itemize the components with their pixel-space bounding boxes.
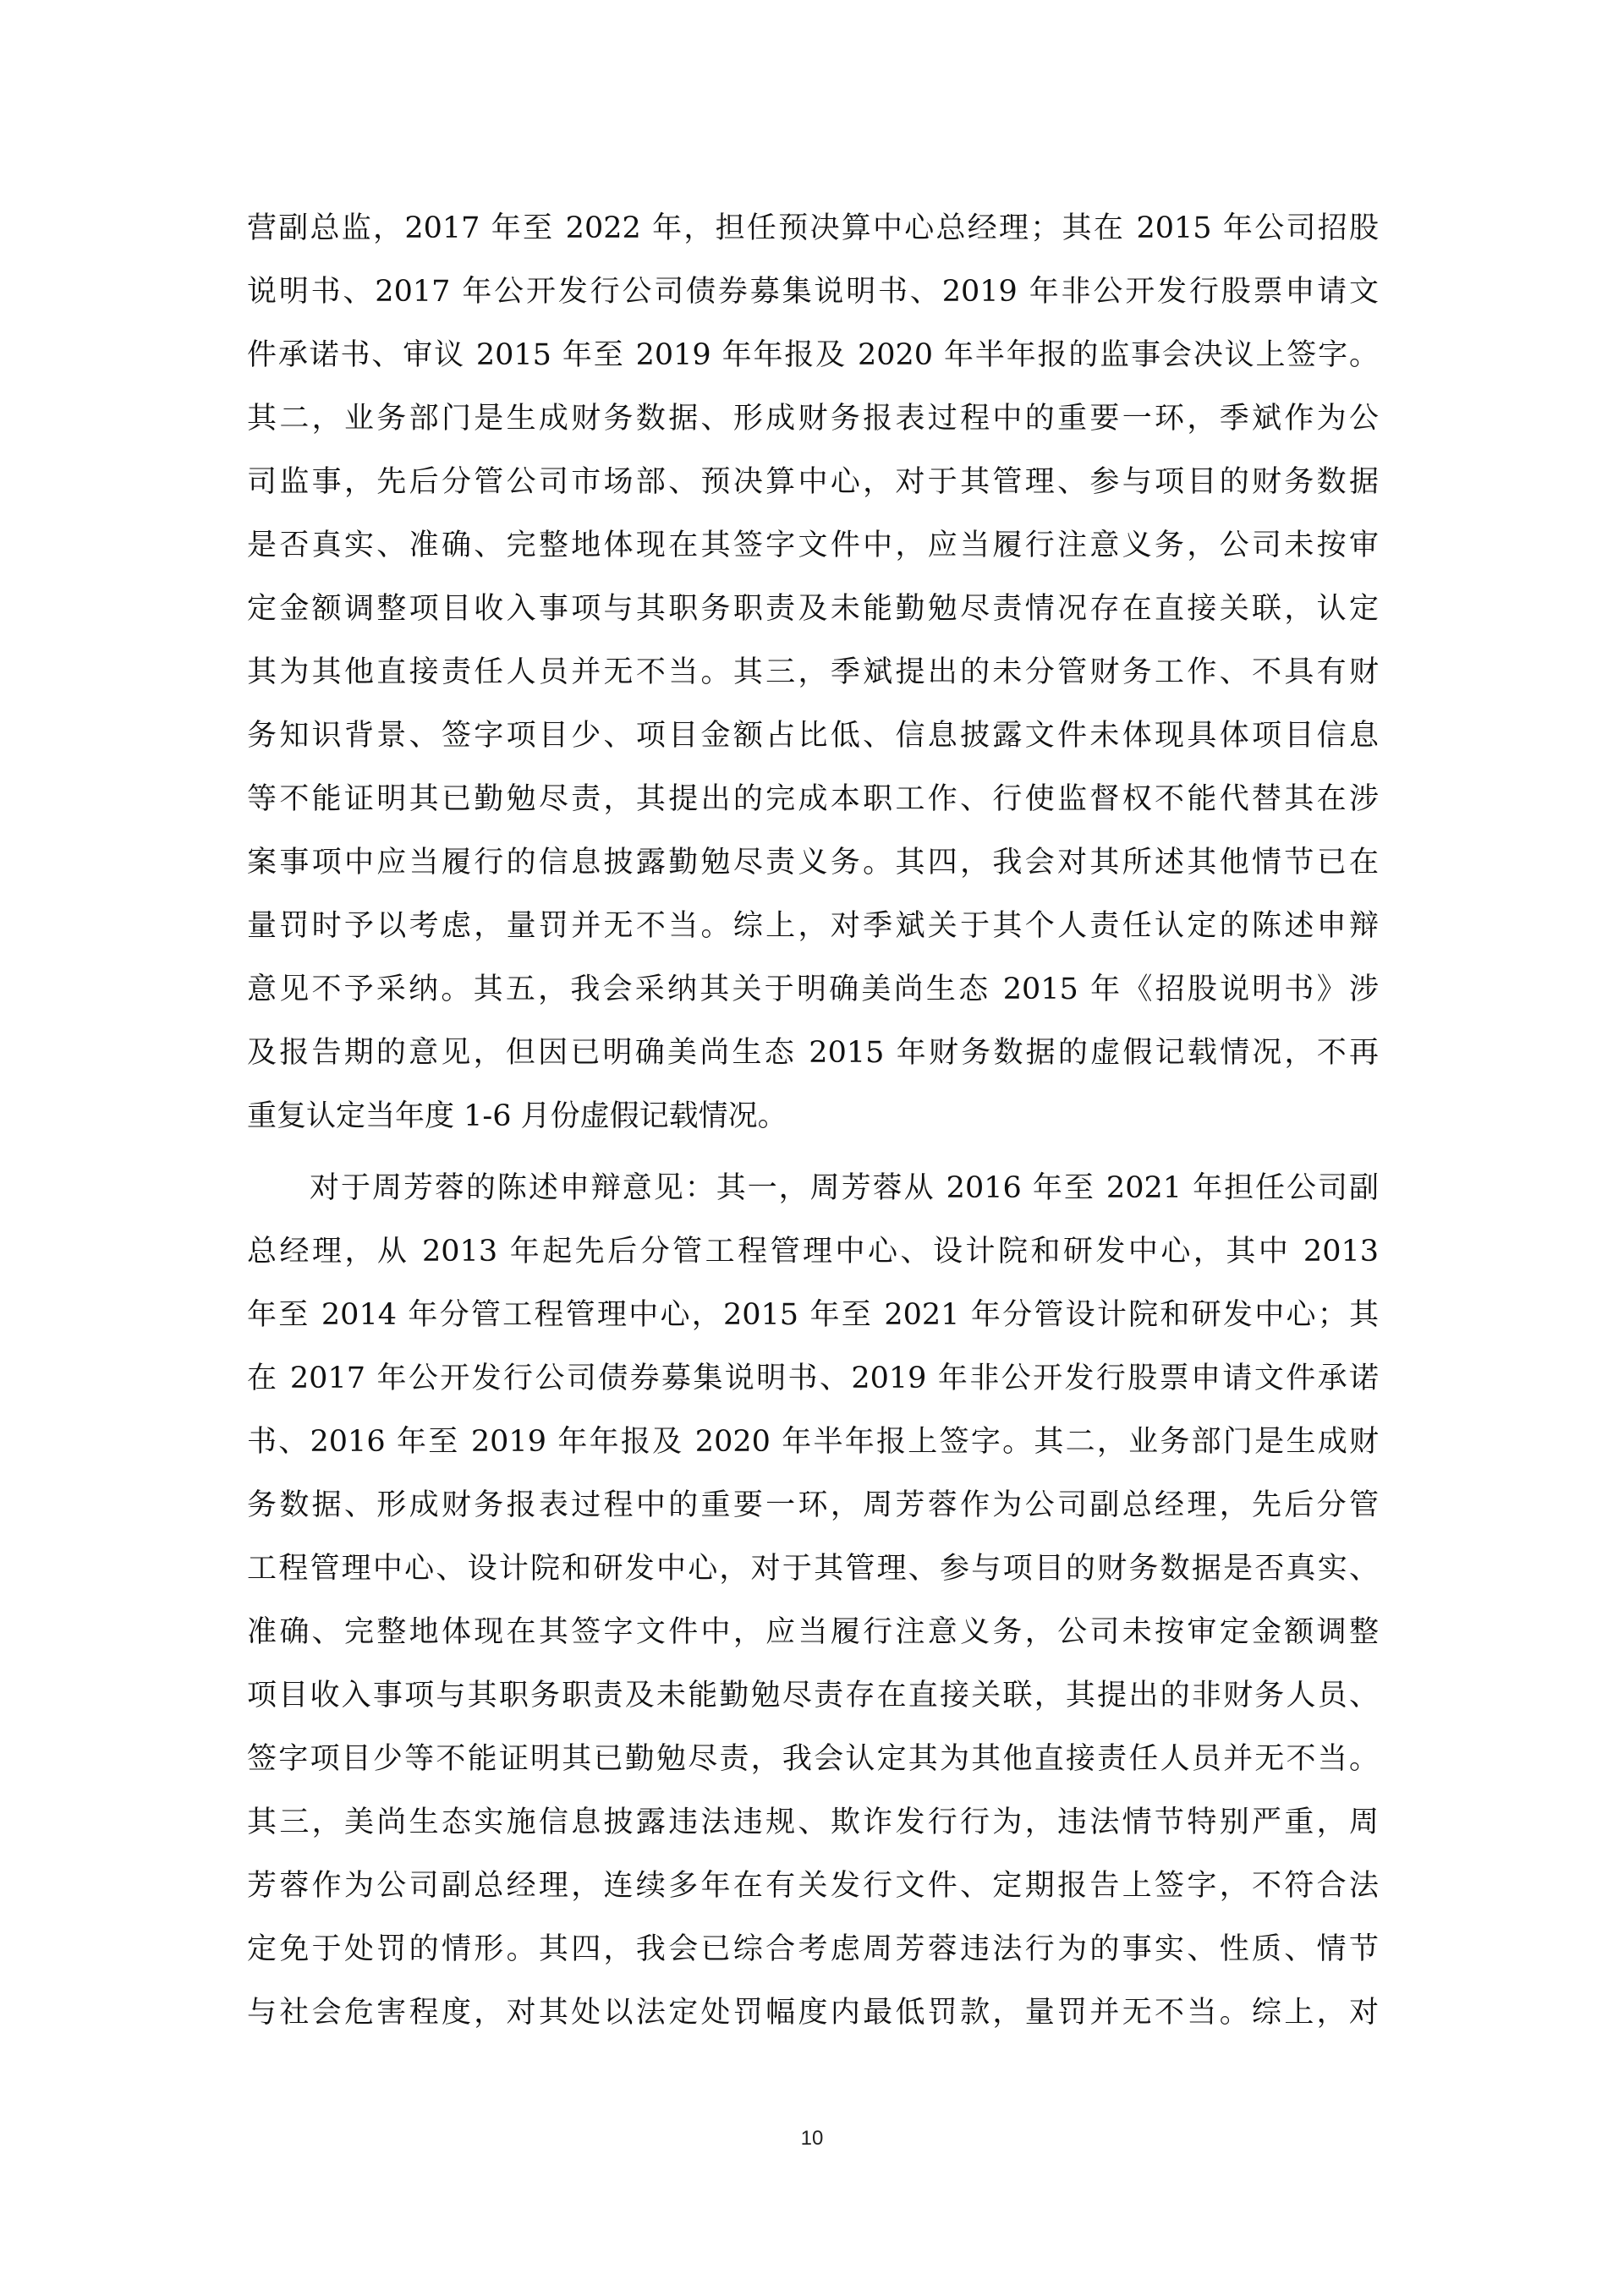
text-line: 等不能证明其已勤勉尽责，其提出的完成本职工作、行使监督权不能代替其在涉 — [247, 782, 1379, 816]
text-line: 其为其他直接责任人员并无不当。其三，季斌提出的未分管财务工作、不具有财 — [247, 655, 1379, 689]
text-line: 定金额调整项目收入事项与其职务职责及未能勤勉尽责情况存在直接关联，认定 — [247, 592, 1379, 626]
text-line: 说明书、2017 年公开发行公司债券募集说明书、2019 年非公开发行股票申请文 — [247, 275, 1379, 309]
text-line: 及报告期的意见，但因已明确美尚生态 2015 年财务数据的虚假记载情况，不再 — [247, 1036, 1379, 1070]
text-line: 工程管理中心、设计院和研发中心，对于其管理、参与项目的财务数据是否真实、 — [247, 1552, 1379, 1586]
text-line: 案事项中应当履行的信息披露勤勉尽责义务。其四，我会对其所述其他情节已在 — [247, 846, 1379, 879]
text-line: 务知识背景、签字项目少、项目金额占比低、信息披露文件未体现具体项目信息 — [247, 719, 1379, 753]
text-line: 与社会危害程度，对其处以法定处罚幅度内最低罚款，量罚并无不当。综上，对 — [247, 1996, 1379, 2030]
text-line: 营副总监，2017 年至 2022 年，担任预决算中心总经理；其在 2015 年公司招股 — [247, 211, 1379, 245]
text-line: 件承诺书、审议 2015 年至 2019 年年报及 2020 年半年报的监事会决议上签字。 — [247, 338, 1379, 372]
text-line: 准确、完整地体现在其签字文件中，应当履行注意义务，公司未按审定金额调整 — [247, 1615, 1379, 1649]
text-line: 定免于处罚的情形。其四，我会已综合考虑周芳蓉违法行为的事实、性质、情节 — [247, 1932, 1379, 1966]
text-line: 意见不予采纳。其五，我会采纳其关于明确美尚生态 2015 年《招股说明书》涉 — [247, 973, 1379, 1006]
text-line: 其三，美尚生态实施信息披露违法违规、欺诈发行行为，违法情节特别严重，周 — [247, 1806, 1379, 1839]
page-number: 10 — [800, 2127, 824, 2150]
text-line: 司监事，先后分管公司市场部、预决算中心，对于其管理、参与项目的财务数据 — [247, 465, 1379, 499]
text-line: 其二，业务部门是生成财务数据、形成财务报表过程中的重要一环，季斌作为公 — [247, 402, 1379, 436]
text-line: 年至 2014 年分管工程管理中心，2015 年至 2021 年分管设计院和研发中心；其 — [247, 1298, 1379, 1332]
text-line: 在 2017 年公开发行公司债券募集说明书、2019 年非公开发行股票申请文件承诺 — [247, 1362, 1379, 1395]
text-line: 重复认定当年度 1-6 月份虚假记载情况。 — [247, 1099, 787, 1133]
text-line: 总经理，从 2013 年起先后分管工程管理中心、设计院和研发中心，其中 2013 — [247, 1235, 1379, 1269]
text-line: 书、2016 年至 2019 年年报及 2020 年半年报上签字。其二，业务部门是生成财 — [247, 1425, 1379, 1459]
text-line: 签字项目少等不能证明其已勤勉尽责，我会认定其为其他直接责任人员并无不当。 — [247, 1742, 1379, 1776]
text-line: 项目收入事项与其职务职责及未能勤勉尽责存在直接关联，其提出的非财务人员、 — [247, 1679, 1379, 1712]
text-line: 务数据、形成财务报表过程中的重要一环，周芳蓉作为公司副总经理，先后分管 — [247, 1488, 1379, 1522]
text-line: 是否真实、准确、完整地体现在其签字文件中，应当履行注意义务，公司未按审 — [247, 529, 1379, 562]
text-line: 芳蓉作为公司副总经理，连续多年在有关发行文件、定期报告上签字，不符合法 — [247, 1869, 1379, 1903]
text-line: 对于周芳蓉的陈述申辩意见：其一，周芳蓉从 2016 年至 2021 年担任公司副 — [310, 1171, 1379, 1205]
text-line: 量罚时予以考虑，量罚并无不当。综上，对季斌关于其个人责任认定的陈述申辩 — [247, 909, 1379, 943]
